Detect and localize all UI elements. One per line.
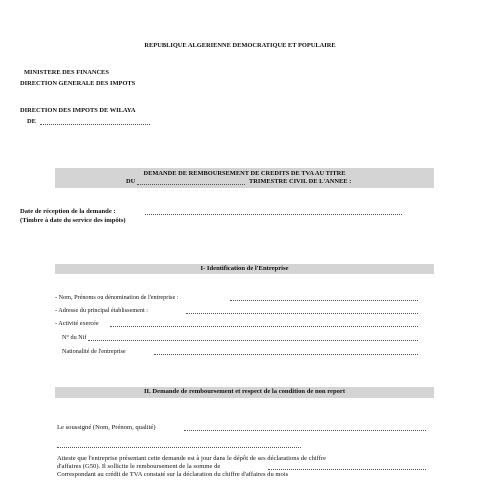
section2-title: II. Demande de remboursement et respect de la condition de non report: [143, 388, 346, 395]
de-field[interactable]: [40, 124, 150, 125]
field-nationality-label: Nationalité de l'entreprise: [62, 348, 126, 355]
soussigne-field[interactable]: [184, 430, 426, 431]
de-row: [27, 118, 36, 126]
field-activity-label: - Activité exercée: [55, 320, 99, 327]
request-title-line1: DEMANDE DE REMBOURSEMENT DE CREDITS DE TVA AU TITRE: [143, 170, 346, 177]
title-trimestre-field[interactable]: [137, 184, 245, 185]
field-nif-row: [62, 334, 86, 342]
title-trimestre-suffix: TRIMESTRE CIVIL DE L'ANNEE :: [249, 178, 352, 185]
field-nationality-row: [62, 348, 126, 356]
direction-generale-label: DIRECTION GENERALE DES IMPOTS: [20, 80, 136, 87]
stamp-label: (Timbre à date du service des impôts): [20, 217, 126, 224]
attestation-line2: d'affaires (G50). Il sollicite le remboursement de la somme de: [57, 463, 221, 470]
company-name-field[interactable]: [230, 300, 418, 301]
request-title-line2: [126, 178, 135, 186]
nif-field[interactable]: [88, 340, 418, 341]
field-name-row: [55, 294, 178, 302]
section1-title: I- Identification de l'Entreprise: [200, 265, 289, 272]
soussigne-label: Le soussigné (Nom, Prénom, qualité): [57, 424, 156, 431]
field-nif-label: N° du Nif: [62, 334, 87, 341]
activity-field[interactable]: [110, 326, 418, 327]
direction-wilaya-label: DIRECTION DES IMPOTS DE WILAYA: [20, 107, 136, 114]
soussigne-field-continued[interactable]: [57, 447, 301, 448]
reception-date-label: Date de réception de la demande :: [20, 208, 116, 215]
nationality-field[interactable]: [154, 354, 418, 355]
republic-heading: REPUBLIQUE ALGERIENNE DEMOCRATIQUE ET POPULAIRE: [144, 42, 336, 49]
ministry-label: MINISTERE DES FINANCES: [24, 69, 109, 76]
de-label: DE: [27, 118, 36, 125]
field-address-row: [55, 307, 148, 315]
amount-field[interactable]: [268, 469, 426, 470]
field-address-label: - Adresse du principal établissement :: [55, 307, 148, 314]
attestation-line1: Atteste que l'entreprise présentant cette demande est à jour dans le dépôt de ses déclarations de chiffre: [57, 455, 327, 462]
field-activity-row: [55, 320, 99, 328]
title-du-label: DU: [126, 178, 136, 185]
correspondant-line: Correspondant au crédit de TVA constaté sur la déclaration du chiffre d'affaires du mois: [57, 471, 289, 478]
reception-date-field[interactable]: [145, 214, 402, 215]
field-name-label: - Nom, Prénoms ou dénomination de l'entreprise :: [55, 294, 179, 301]
address-field[interactable]: [186, 313, 418, 314]
